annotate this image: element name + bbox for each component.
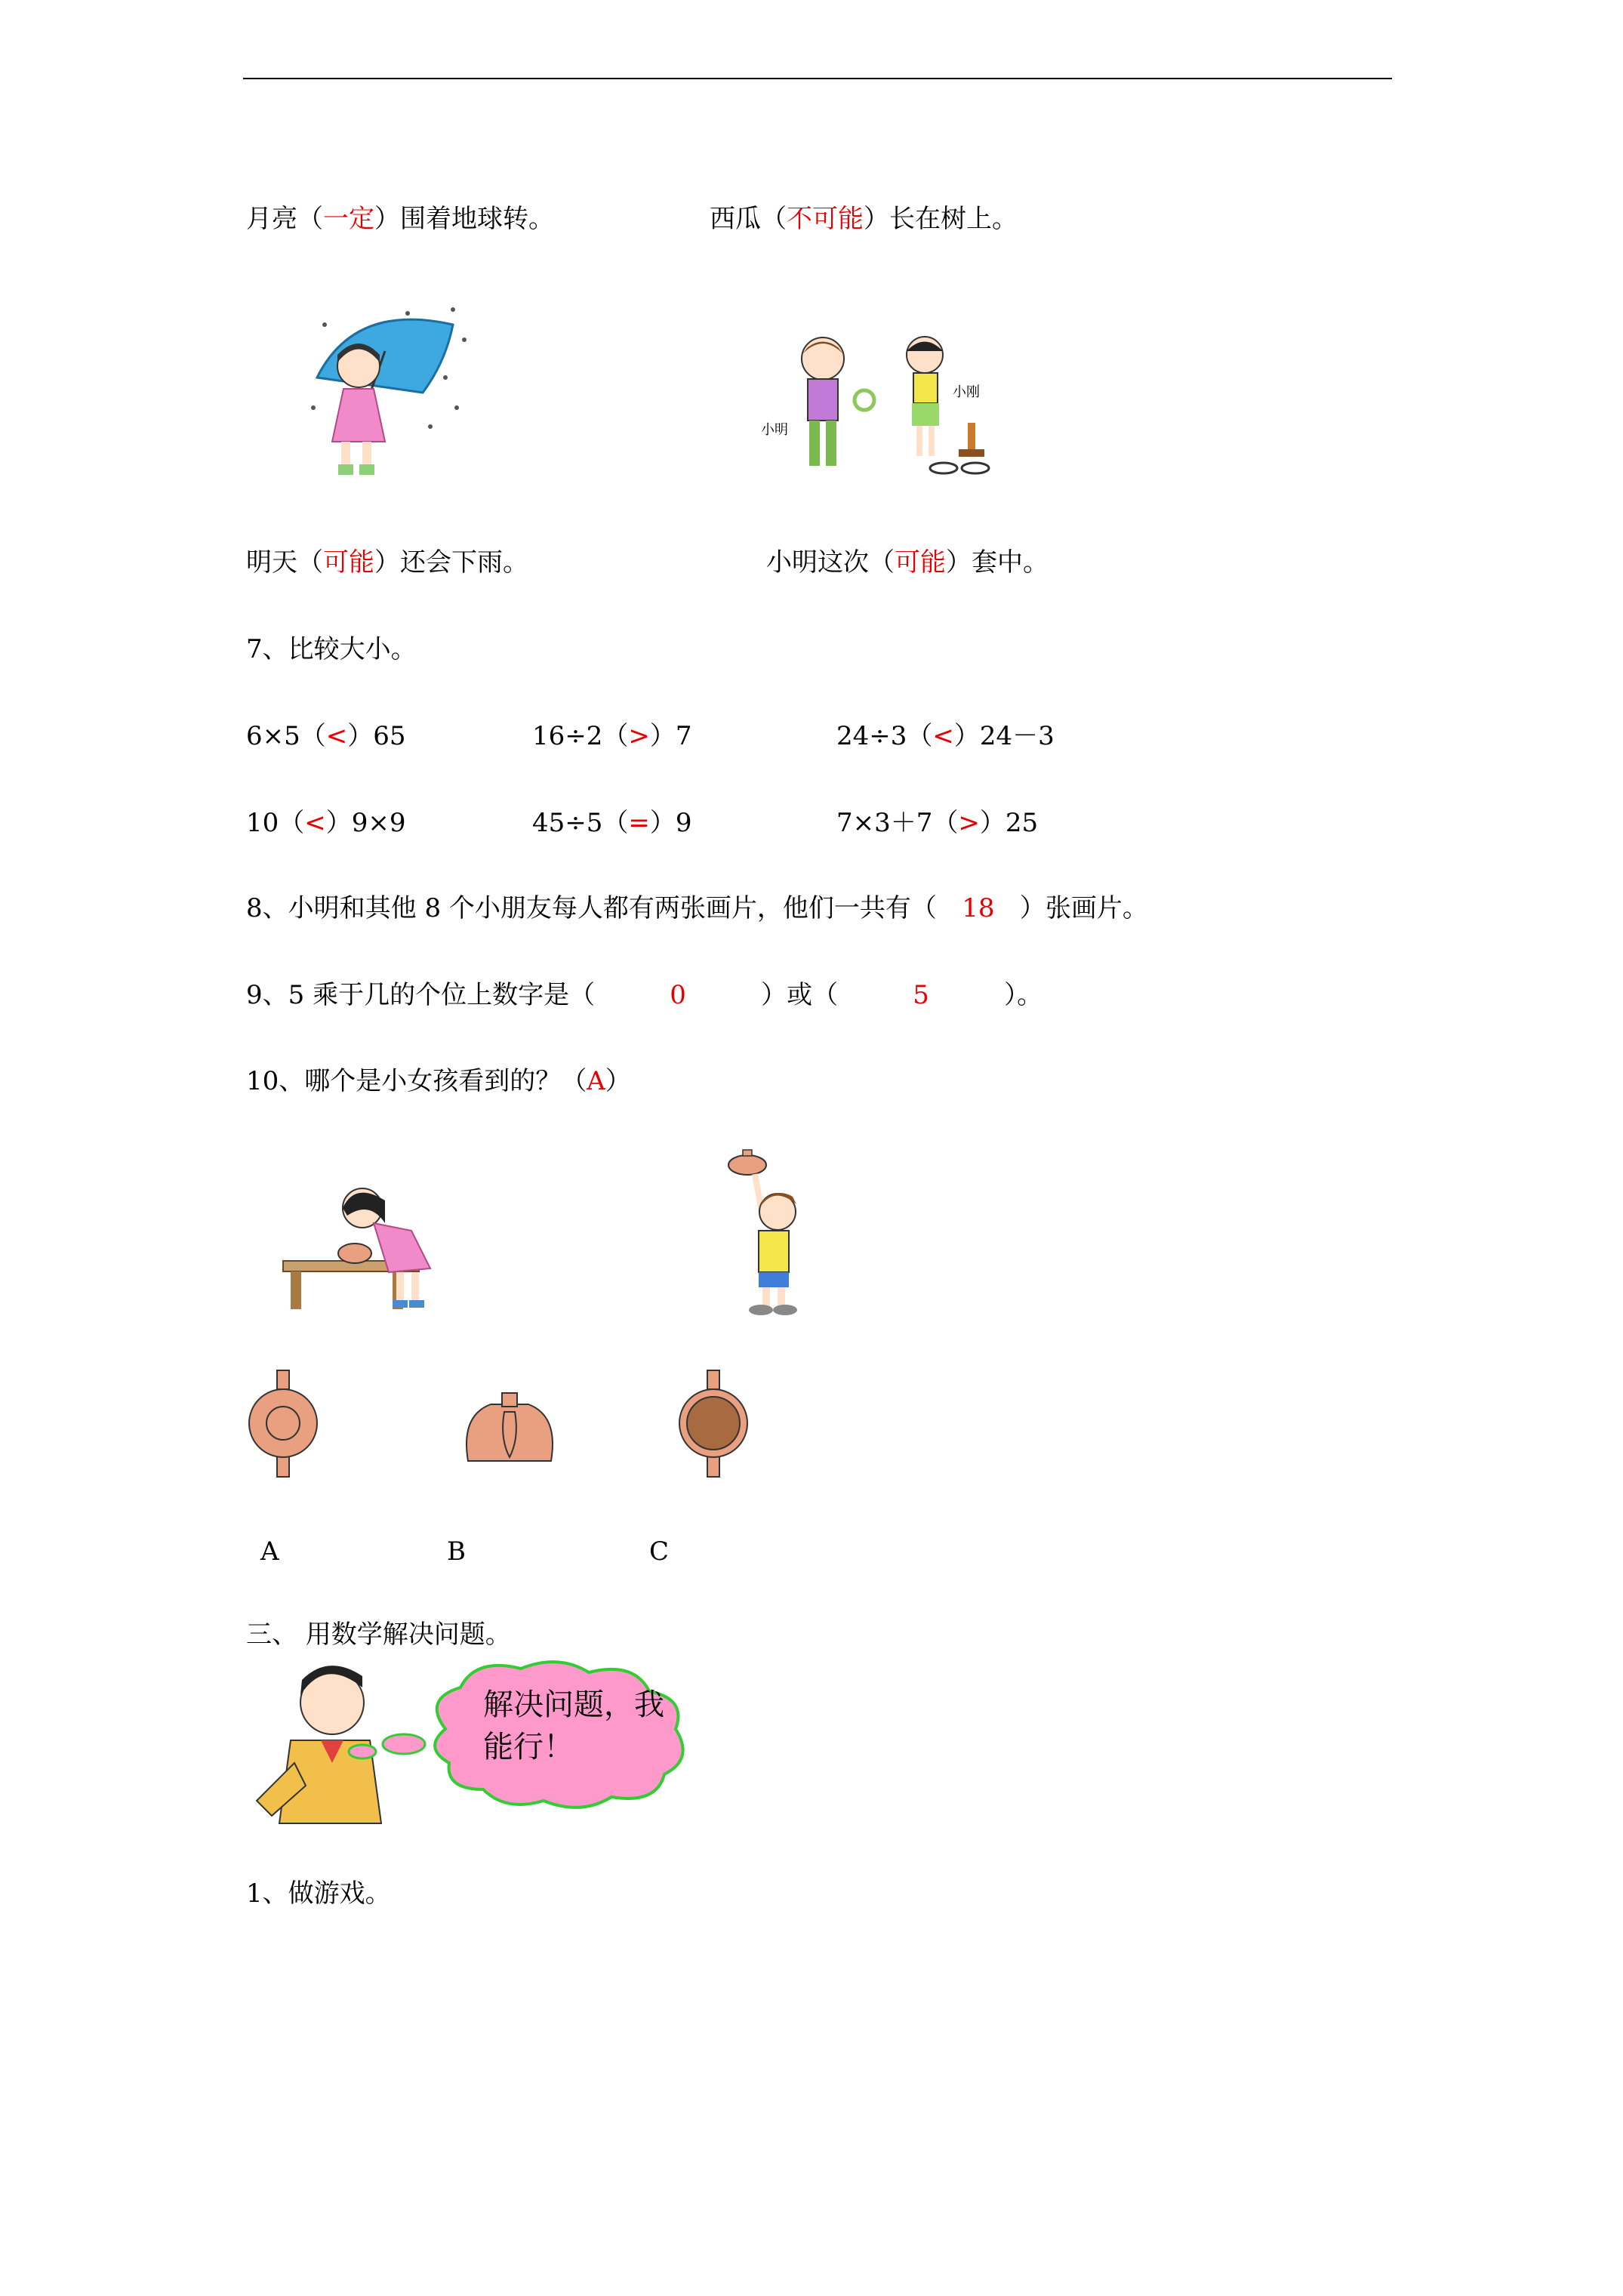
boy-holding-teapot-illustration	[710, 1144, 815, 1318]
q8-answer: 18	[962, 893, 995, 923]
q10-sentence: 10、哪个是小女孩看到的？（A）	[246, 1066, 631, 1096]
compare-item-1: 6×5（<）65	[246, 721, 406, 751]
q9-answer-2: 5	[913, 980, 929, 1010]
sentence-ring: 小明这次（可能）套中。	[766, 547, 1049, 578]
label-girl: 小刚	[953, 384, 980, 400]
compare-item-4: 10（<）9×9	[246, 808, 406, 838]
answer-moon: 一定	[323, 204, 374, 234]
q9-sentence: 9、5 乘于几的个位上数字是（ 0 ）或（ 5 ）。	[246, 980, 1043, 1010]
q8-sentence: 8、小明和其他 8 个小朋友每人都有两张画片，他们一共有（ 18 ）张画片。	[246, 893, 1148, 923]
option-label-a: A	[260, 1536, 279, 1567]
q7-title: 7、比较大小。	[246, 634, 417, 664]
q10-answer: A	[587, 1066, 605, 1096]
sentence-moon: 月亮（一定）围着地球转。	[246, 204, 554, 234]
answer-melon: 不可能	[787, 204, 864, 234]
compare-item-5: 45÷5（=）9	[532, 808, 692, 838]
teapot-option-a	[245, 1367, 321, 1480]
answer-rain: 可能	[323, 547, 374, 578]
teapot-option-c	[676, 1367, 751, 1480]
option-label-b: B	[447, 1536, 466, 1567]
compare-item-3: 24÷3（<）24－3	[836, 721, 1055, 751]
q1-title: 1、做游戏。	[246, 1878, 391, 1909]
bubble-text: 解决问题，我 能行！	[483, 1687, 664, 1764]
section3-title: 三、 用数学解决问题。	[246, 1620, 511, 1650]
teapot-option-b	[460, 1385, 559, 1469]
answer-ring: 可能	[895, 547, 946, 578]
girl-umbrella-illustration	[302, 294, 483, 483]
label-boy: 小明	[761, 422, 788, 438]
sentence-melon: 西瓜（不可能）长在树上。	[710, 204, 1018, 234]
compare-item-2: 16÷2（>）7	[532, 721, 692, 751]
girl-table-teapot-illustration	[279, 1178, 460, 1314]
sentence-rain: 明天（可能）还会下雨。	[246, 547, 528, 578]
compare-item-6: 7×3＋7（>）25	[836, 808, 1039, 838]
header-rule	[243, 78, 1392, 79]
option-label-c: C	[649, 1536, 670, 1567]
q9-answer-1: 0	[670, 980, 686, 1010]
